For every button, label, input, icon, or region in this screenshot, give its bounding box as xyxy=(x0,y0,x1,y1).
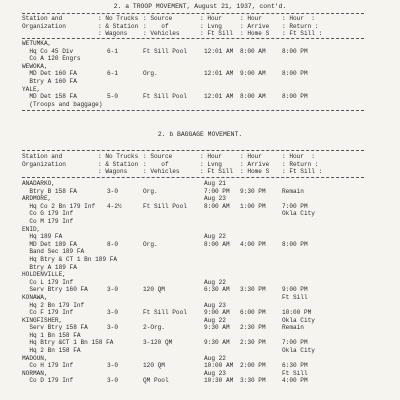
table-cell: Hq Co 45 Div xyxy=(22,47,74,55)
table-cell: 4:00 PM xyxy=(282,377,308,385)
table-cell: Hq 189 FA xyxy=(22,233,63,241)
table-cell: Aug 23 xyxy=(204,369,226,377)
header-cell: : Hour xyxy=(200,15,222,22)
table-cell: WEWOKA, xyxy=(22,62,48,70)
table-cell: 4:00 PM xyxy=(240,240,266,248)
baggage-table-body xyxy=(0,180,400,385)
page-title: 2. a TROOP MOVEMENT, August 21, 1937, cont'd. xyxy=(113,3,287,10)
table-cell: 3-0 xyxy=(107,187,118,195)
table-cell: Aug 22 xyxy=(204,354,226,362)
header-cell: : Return : xyxy=(282,22,319,30)
table-cell: Okla City xyxy=(282,210,315,218)
table-cell: Aug 22 xyxy=(204,233,226,241)
table-cell: 9:30 AM xyxy=(204,324,230,332)
header-cell: : No Trucks xyxy=(98,15,139,22)
table-row xyxy=(0,271,400,279)
table-cell: 9:30 PM xyxy=(240,187,266,195)
table-cell: 3-0 xyxy=(107,377,118,385)
table-cell: Hq Btry &CT 1 Bn 158 FA xyxy=(22,339,114,347)
header-cell: : Hour : xyxy=(282,153,315,160)
table-cell: Hq 2 Bn 158 FA xyxy=(22,347,81,355)
table-cell: 8:00 AM xyxy=(240,47,266,55)
table-cell: Org. xyxy=(143,240,158,248)
table-cell: 9:00 PM xyxy=(282,286,308,294)
divider xyxy=(22,150,364,151)
table-row xyxy=(0,70,400,78)
table-cell: 10:30 AM xyxy=(204,377,234,385)
divider xyxy=(22,110,364,111)
table-cell: Btry A 189 FA xyxy=(22,263,77,271)
table-cell: Co H 179 Inf xyxy=(22,362,74,370)
table-row xyxy=(0,264,400,272)
table-cell: 12:01 AM xyxy=(204,93,234,101)
table-cell: Aug 21 xyxy=(204,180,226,187)
table-row xyxy=(0,248,400,256)
table-cell: MD Det 158 FA xyxy=(22,93,77,101)
table-row xyxy=(0,362,400,370)
baggage-table-header xyxy=(0,153,400,175)
header-cell: : Hour xyxy=(240,153,262,160)
table-cell: 8:00 AM xyxy=(204,240,230,248)
table-cell: 8:00 AM xyxy=(240,93,266,101)
table-row xyxy=(0,203,400,211)
table-cell: 9:00 AM xyxy=(204,309,230,317)
header-cell: : No Trucks xyxy=(98,153,139,160)
table-cell: QM Pool xyxy=(143,377,169,385)
table-row xyxy=(0,377,400,385)
table-row xyxy=(0,195,400,203)
table-cell: HOLDENVILLE, xyxy=(22,271,66,279)
table-cell: Serv Btry 160 FA xyxy=(22,286,88,294)
table-cell: Serv Btry 158 FA xyxy=(22,324,88,332)
header-cell: : Home S xyxy=(240,30,270,37)
table-cell: ARDMORE, xyxy=(22,195,52,203)
table-cell: Ft Sill Pool xyxy=(143,47,187,55)
table-cell: 7:00 PM xyxy=(204,187,230,195)
header-cell: : of xyxy=(143,22,169,30)
table-cell: ENID, xyxy=(22,225,41,233)
table-cell: 2-Org. xyxy=(143,324,165,332)
header-cell: : & Station xyxy=(98,160,139,168)
table-cell: Okla City xyxy=(282,316,315,324)
table-cell: WETUMKA, xyxy=(22,40,52,47)
table-cell: YALE, xyxy=(22,85,41,93)
table-cell: Aug 23 xyxy=(204,301,226,309)
table-row xyxy=(0,101,400,109)
table-cell: 3-120 QM xyxy=(143,339,173,347)
table-cell: Co L 179 Inf xyxy=(22,278,74,286)
table-cell: Org. xyxy=(143,70,158,78)
header-cell: : Ft Sill : xyxy=(282,168,323,175)
table-cell: 2:00 PM xyxy=(240,362,266,370)
table-cell: 8:00 PM xyxy=(282,240,308,248)
header-cell: : Arrive xyxy=(240,22,270,30)
table-cell: KONAWA, xyxy=(22,293,48,301)
table-cell: Remain xyxy=(282,187,304,195)
header-cell: Station and xyxy=(22,15,63,22)
table-row xyxy=(0,78,400,86)
header-cell: : Ft Sill xyxy=(200,168,233,175)
header-cell: : Lvng xyxy=(200,160,222,168)
table-cell: 2:30 PM xyxy=(240,339,266,347)
table-row xyxy=(0,355,400,363)
table-cell: Hq 1 Bn 158 FA xyxy=(22,331,81,339)
table-cell: Hq Btry & CT 1 Bn 189 FA xyxy=(22,255,118,263)
table-cell: 6:00 PM xyxy=(240,309,266,317)
header-cell: : Lvng xyxy=(200,22,222,30)
table-cell: Co F 179 Inf xyxy=(22,309,74,317)
table-row xyxy=(0,48,400,56)
table-row xyxy=(0,256,400,264)
table-row xyxy=(0,233,400,241)
divider xyxy=(22,13,364,14)
header-cell: : Ft Sill xyxy=(200,30,233,37)
table-row xyxy=(0,370,400,378)
table-cell: 2:30 PM xyxy=(240,324,266,332)
table-row xyxy=(0,294,400,302)
table-row xyxy=(0,324,400,332)
table-row xyxy=(0,55,400,63)
table-cell: Hq 2 Bn 179 Inf xyxy=(22,301,85,309)
table-cell: Aug 23 xyxy=(204,195,226,203)
header-cell: : Source xyxy=(143,153,173,160)
header-cell: : Vehicles xyxy=(143,30,180,37)
header-cell: : of xyxy=(143,160,169,168)
table-row xyxy=(0,347,400,355)
table-row xyxy=(0,188,400,196)
table-cell: 7:00 PM xyxy=(282,339,308,347)
table-cell: Co M 179 Inf xyxy=(22,217,74,225)
table-cell: 3:30 PM xyxy=(240,286,266,294)
table-row xyxy=(0,279,400,287)
table-cell: 12:01 AM xyxy=(204,70,234,78)
table-cell: 10:00 AM xyxy=(204,362,234,370)
table-cell: 7:00 PM xyxy=(282,202,308,210)
table-cell: 6:30 AM xyxy=(204,286,230,294)
table-row xyxy=(0,286,400,294)
table-cell: Okla City xyxy=(282,347,315,355)
table-cell: Remain xyxy=(282,324,304,332)
table-cell: Ft Sill xyxy=(282,293,308,301)
table-cell: 1:00 PM xyxy=(240,202,266,210)
table-cell: 12:01 AM xyxy=(204,47,234,55)
header-cell: : Hour xyxy=(200,153,222,160)
table-cell: 8:00 AM xyxy=(204,202,230,210)
table-cell: 8:00 PM xyxy=(282,47,308,55)
table-cell: 10:00 PM xyxy=(282,309,312,317)
table-cell: 3-0 xyxy=(107,309,118,317)
table-cell: 8:00 PM xyxy=(282,70,308,78)
table-cell: 3:30 PM xyxy=(240,377,266,385)
table-cell: Co D 179 Inf xyxy=(22,377,74,385)
table-cell: Aug 22 xyxy=(204,278,226,286)
table-cell: 9:30 AM xyxy=(204,339,230,347)
table-row xyxy=(0,210,400,218)
table-cell: Btry A 160 FA xyxy=(22,77,77,85)
table-cell: Ft Sill Pool xyxy=(143,309,187,317)
table-cell: KINGFISHER, xyxy=(22,316,63,324)
table-cell: MD Det 189 FA xyxy=(22,240,77,248)
header-cell: : Wagons xyxy=(98,168,128,175)
table-cell: 9:00 AM xyxy=(240,70,266,78)
table-cell: 120 QM xyxy=(143,362,165,370)
table-cell: MD Det 160 FA xyxy=(22,70,77,78)
header-cell: : Vehicles xyxy=(143,168,180,175)
header-cell: : Wagons xyxy=(98,30,128,37)
header-cell: : Source xyxy=(143,15,173,22)
table-cell: 6-1 xyxy=(107,47,118,55)
divider xyxy=(22,177,364,178)
table-row xyxy=(0,309,400,317)
table-cell: 6:30 PM xyxy=(282,362,308,370)
table-cell: NORMAN, xyxy=(22,369,48,377)
table-cell: 8:00 PM xyxy=(282,93,308,101)
table-row xyxy=(0,180,400,188)
table-row xyxy=(0,218,400,226)
table-cell: Band Sec 189 FA xyxy=(22,248,85,256)
table-row xyxy=(0,93,400,101)
table-cell: MADOUN, xyxy=(22,354,48,362)
table-row xyxy=(0,317,400,325)
table-cell: Btry B 158 FA xyxy=(22,187,77,195)
table-cell: Co A 120 Engrs xyxy=(22,55,81,63)
table-row xyxy=(0,86,400,94)
header-cell: : Arrive xyxy=(240,160,270,168)
table-row xyxy=(0,40,400,48)
table-row xyxy=(0,63,400,71)
table-cell: Aug 22 xyxy=(204,316,226,324)
divider xyxy=(22,38,364,39)
table-row xyxy=(0,332,400,340)
header-cell: : Home S xyxy=(240,168,270,175)
header-cell: : Ft Sill : xyxy=(282,30,323,37)
header-cell: Organization xyxy=(22,22,66,30)
table-cell: 5-0 xyxy=(107,93,118,101)
troop-table-header xyxy=(0,15,400,37)
table-cell: 4-2½ xyxy=(107,202,122,210)
troop-table-body xyxy=(0,40,400,108)
section-title: 2. b BAGGAGE MOVEMENT. xyxy=(157,131,243,138)
table-cell: 3-0 xyxy=(107,286,118,294)
header-cell: : Hour : xyxy=(282,15,315,22)
table-cell: 3-0 xyxy=(107,324,118,332)
table-cell: (Troops and baggage) xyxy=(22,100,103,108)
table-row xyxy=(0,339,400,347)
header-cell: Organization xyxy=(22,160,66,168)
header-cell: : Return : xyxy=(282,160,319,168)
table-row xyxy=(0,241,400,249)
header-cell: : Hour xyxy=(240,15,262,22)
table-cell: 3-0 xyxy=(107,362,118,370)
table-cell: 6-1 xyxy=(107,70,118,78)
table-cell: Co G 179 Inf xyxy=(22,210,74,218)
table-cell: Hq Co 2 Bn 179 Inf xyxy=(22,202,96,210)
table-row xyxy=(0,226,400,234)
table-row xyxy=(0,302,400,310)
table-cell: Org. xyxy=(143,187,158,195)
table-cell: ANADARKO, xyxy=(22,180,55,187)
table-cell: 8-0 xyxy=(107,240,118,248)
header-cell: Station and xyxy=(22,153,63,160)
table-cell: Ft Sill Pool xyxy=(143,202,187,210)
table-cell: 120 QM xyxy=(143,286,165,294)
table-cell: Ft Sill xyxy=(282,369,308,377)
header-cell: : & Station xyxy=(98,22,139,30)
table-cell: Ft Sill Pool xyxy=(143,93,187,101)
